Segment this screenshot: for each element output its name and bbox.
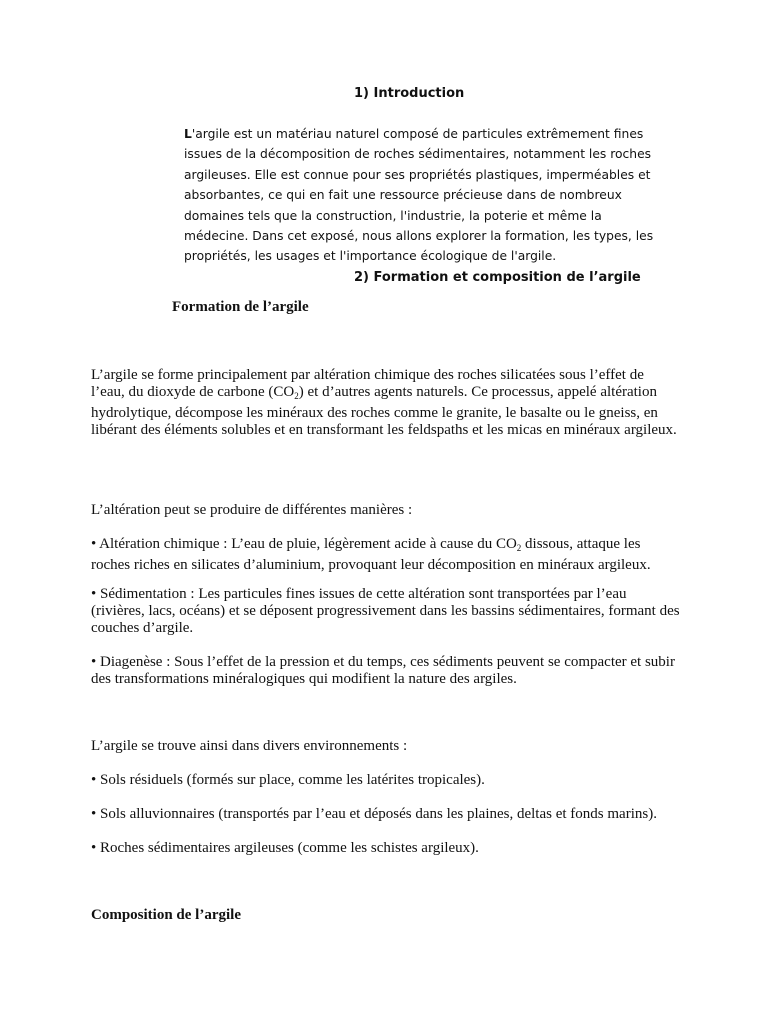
formation-paragraph-part-b: ) et d’autres agents naturels. Ce processus, appelé altération hydrolytique, décompose les minéraux des roches comme le granite, le basalte ou le gneiss, en libérant des éléments solubles et en transformant les feldspaths et les micas en minéraux argileux. (91, 384, 677, 438)
alteration-intro: L’altération peut se produire de différentes manières : (91, 502, 413, 518)
bullet-alteration-chimique (91, 536, 681, 574)
bullet-sedimentation: • Sédimentation : Les particules fines issues de cette altération sont transportées par l’eau (rivières, lacs, océans) et se déposent progressivement dans les bassins sédimentaires, formant des couches d’argile. (91, 586, 680, 636)
bullet-diagenese: • Diagenèse : Sous l’effet de la pression et du temps, ces sédiments peuvent se compacter et subir des transformations minéralogiques qui modifient la nature des argiles. (91, 654, 675, 687)
formation-paragraph-part-a: L’argile se forme principalement par altération chimique des roches silicatées sous l’effet de l’eau, du dioxyde de carbone (CO (91, 367, 644, 400)
co2-subscript: 2 (516, 543, 522, 553)
bullet-alteration-part-b: dissous, attaque les roches riches en silicates d’aluminium, provoquant leur décomposition en minéraux argileux. (91, 536, 651, 573)
co2-subscript: 2 (294, 391, 299, 401)
formation-subheading: Formation de l’argile (172, 299, 309, 315)
env-sols-alluvionnaires: • Sols alluvionnaires (transportés par l’eau et déposés dans les plaines, deltas et fonds marins). (91, 806, 657, 822)
intro-first-letter: L (184, 127, 192, 141)
env-roches-sedimentaires: • Roches sédimentaires argileuses (comme les schistes argileux). (91, 840, 479, 856)
formation-paragraph (91, 367, 681, 439)
composition-subheading: Composition de l’argile (91, 907, 241, 923)
intro-text: 'argile est un matériau naturel composé de particules extrêmement fines issues de la décomposition de roches sédimentaires, notamment les roches argileuses. Elle est connue pour ses propriétés plastiques, imperméables et absorbantes, ce qui en fait une ressource précieuse dans de nombreux domaines tels que la construction, l'industrie, la poterie et même la médecine. Dans cet exposé, nous allons explorer la formation, les types, les propriétés, les usages et l'importance écologique de l'argile. (184, 127, 654, 264)
introduction-paragraph (184, 124, 664, 267)
formation-composition-heading: 2) Formation et composition de l’argile (354, 270, 641, 285)
env-sols-residuels: • Sols résiduels (formés sur place, comme les latérites tropicales). (91, 772, 485, 788)
introduction-heading: 1) Introduction (354, 86, 465, 101)
bullet-alteration-part-a: • Altération chimique : L’eau de pluie, légèrement acide à cause du CO (91, 536, 517, 552)
environments-intro: L’argile se trouve ainsi dans divers environnements : (91, 738, 408, 754)
